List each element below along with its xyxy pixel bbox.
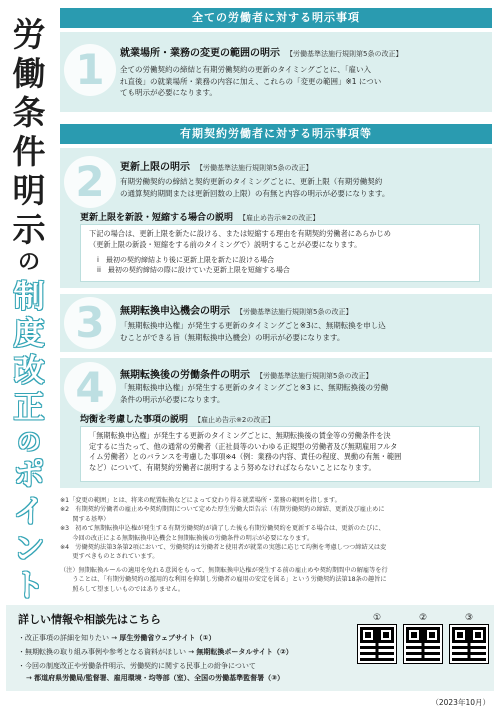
explanation-box: [80, 224, 480, 282]
box-line: 下記の場合は、更新上限を新たに設ける、または短縮する理由を有期契約労働者にあらかじめ: [89, 229, 391, 238]
publication-date: （2023年10月）: [431, 698, 490, 707]
box-body: [89, 229, 471, 250]
body-line: むことができる旨（無期転換申込機会）の明示が必要になります。: [120, 332, 345, 342]
heading-text: 就業場所・業務の変更の範囲の明示: [120, 48, 280, 59]
title-char: 度: [13, 316, 45, 352]
body-line: 「無期転換申込権」が発生する更新のタイミングごと※3 に、無期転換後の労働: [120, 383, 389, 392]
info-panel: [6, 605, 494, 691]
section-number: 4: [64, 362, 116, 414]
notice-ref: 【雇止め告示※2の改正】: [194, 416, 275, 424]
title-char: 正: [13, 390, 45, 426]
title-char: 明: [12, 171, 46, 210]
band-fixed-term: 有期契約労働者に対する明示事項等: [60, 124, 492, 144]
section-heading: [120, 366, 372, 381]
qr-label: ①: [372, 613, 382, 623]
body-line: 「無期転換申込権」が発生する更新のタイミングごと※3に、無期転換を申し込: [120, 321, 386, 330]
heading-text: 無期転換後の労働条件の明示: [120, 370, 250, 381]
law-ref: 【労働基準法施行規則第5条の改正】: [286, 50, 403, 58]
section-body: [120, 64, 482, 99]
note-line: 照らして望ましいものではありません。: [60, 585, 185, 593]
section-4: [60, 358, 492, 488]
band-all-workers: 全ての労働者に対する明示事項: [60, 8, 492, 28]
footnote: ※2 有期契約労働者の雇止めや契約期間について定めた厚生労働大臣告示（有期労働契約の締結、更新及び雇止めに: [60, 506, 385, 514]
box-heading-text: 均衡を考慮した事項の説明: [80, 415, 189, 425]
box-line: 「無期転換申込権」が発生する更新のタイミングごとに、無期転換後の賃金等の労働条件を決: [89, 431, 391, 440]
section-3: [60, 294, 492, 352]
note-line: （注）無期転換ルールの適用を免れる意図をもって、無期転換申込権が発生する前の雇止めや契約期間中の解雇等を行: [60, 567, 388, 574]
section-body: [120, 382, 482, 405]
body-line: 有期労働契約の締結と契約更新のタイミングごとに、更新上限（有期労働契約: [120, 177, 383, 186]
qr-code-icon[interactable]: [450, 625, 488, 663]
explanation-box: [80, 426, 480, 482]
heading-text: 無期転換申込機会の明示: [120, 306, 230, 317]
info-text: 今回の制度改正や労働条件明示、労働契約に関する民事上の紛争について: [25, 662, 256, 670]
info-link[interactable]: 無期転換ポータルサイト（②）: [196, 648, 293, 656]
box-line: など）について、有期契約労働者に説明するよう努めなければならないことになります。: [89, 462, 376, 472]
body-line: 条件の明示が必要になります。: [120, 394, 225, 404]
qr-label: ③: [464, 613, 474, 623]
title-particle: の: [17, 428, 41, 456]
footnote: 更すべきものとされています。: [60, 553, 159, 561]
list-item: ii 最初の契約締結の際に設けていた更新上限を短縮する場合: [97, 266, 290, 274]
box-line: 定するに当たって、他の通常の労働者（正社員等のいわゆる正規型の労働者及び無期雇用フルタ: [89, 441, 398, 451]
title-char: イ: [13, 494, 45, 530]
body-line: の通算契約期間または更新回数の上限）の有無と内容の明示が必要になります。: [120, 188, 390, 198]
box-body: [89, 431, 471, 473]
info-item: ・無期転換の取り組み事例や参考となる資料がほしい → 無期転換ポータルサイト（②）: [18, 648, 293, 656]
title-char: ト: [13, 568, 45, 604]
body-line: れ直後」の就業場所・業務の内容に加え、これらの「変更の範囲」※1 につい: [120, 76, 382, 86]
qr-block: [450, 613, 488, 663]
section-number: 2: [64, 156, 116, 208]
info-item: ・今回の制度改正や労働条件明示、労働契約に関する民事上の紛争について: [18, 662, 256, 670]
notice-ref: 【雇止め告示※2の改正】: [239, 214, 320, 222]
section-heading: [120, 302, 352, 317]
title-char: 改: [13, 353, 45, 389]
section-heading: [120, 44, 402, 59]
footnote: ※4 労働契約法第3条第2項において、労働契約は労働者と使用者が就業の実態に応じて均衡を考慮しつつ締結又は変: [60, 544, 387, 552]
box-list: [97, 255, 471, 275]
qr-label: ②: [418, 613, 428, 623]
info-text: 無期転換の取り組み事例や参考となる資料がほしい →: [25, 648, 197, 656]
qr-code-icon[interactable]: [404, 625, 442, 663]
title-char: 条: [12, 93, 46, 132]
qr-code-icon[interactable]: [358, 625, 396, 663]
caution-note: [60, 566, 492, 594]
footnote: 今回の改正による無期転換申込機会と無期転換後の労働条件の明示が必要になります。: [60, 534, 314, 542]
section-2: [60, 148, 492, 288]
info-item: [26, 673, 284, 683]
box-heading: [80, 210, 319, 223]
section-body: [120, 176, 482, 199]
info-item: ・改正事項の詳細を知りたい → 厚生労働省ウェブサイト（①）: [18, 634, 216, 642]
note-line: うことは、「有期労働契約の濫用的な利用を抑制し労働者の雇用の安定を図る」という労働契約法第18条の趣旨に: [60, 576, 387, 584]
list-item: i 最初の契約締結より後に更新上限を新たに設ける場合: [97, 256, 274, 264]
section-1: [60, 32, 492, 112]
heading-text: 更新上限の明示: [120, 162, 190, 173]
box-heading: [80, 412, 274, 425]
box-line: イム労働者）とのバランスを考慮した事項※4（例：業務の内容、責任の程度、異動の有無・範囲: [89, 452, 402, 461]
footnote: ※1「変更の範囲」とは、将来の配置転換などによって変わり得る就業場所・業務の範囲を指します。: [60, 497, 341, 504]
qr-block: [404, 613, 442, 663]
box-heading-text: 更新上限を新設・短縮する場合の説明: [80, 213, 234, 223]
body-line: 全ての労働契約の締結と有期労働契約の更新のタイミングごとに、「雇い入: [120, 65, 371, 74]
box-line: （更新上限の新設・短縮をする前のタイミングで）説明することが必要になります。: [89, 239, 362, 249]
section-number: 1: [64, 44, 116, 96]
law-ref: 【労働基準法施行規則第5条の改正】: [256, 372, 373, 380]
footnote: ※3 初めて無期転換申込権が発生する有期労働契約が満了した後も有期労働契約を更新する場合は、更新のたびに、: [60, 525, 385, 533]
section-heading: [120, 158, 312, 173]
info-link[interactable]: 厚生労働省ウェブサイト（①）: [119, 634, 216, 642]
vertical-title: [6, 15, 52, 608]
title-char: ポ: [13, 457, 45, 493]
section-body: [120, 320, 482, 343]
info-text: 改正事項の詳細を知りたい →: [25, 634, 120, 642]
info-text: →: [26, 674, 35, 682]
body-line: ても明示が必要になります。: [120, 88, 217, 97]
title-char: ン: [13, 531, 45, 567]
law-ref: 【労働基準法施行規則第5条の改正】: [236, 308, 353, 316]
info-link[interactable]: 都道府県労働局/監督署、雇用環境・均等部（室）、全国の労働基準監督署（③）: [34, 674, 285, 682]
title-char: 労: [12, 15, 46, 54]
title-particle: の: [17, 250, 40, 275]
footnotes: [60, 496, 492, 562]
law-ref: 【労働基準法施行規則第5条の改正】: [196, 164, 313, 172]
title-char: 示: [12, 210, 46, 249]
section-number: 3: [64, 297, 116, 349]
qr-block: [358, 613, 396, 663]
title-char: 制: [13, 279, 45, 315]
info-title: 詳しい情報や相談先はこちら: [18, 613, 161, 626]
title-char: 件: [12, 132, 46, 171]
footnote: 関する基準）: [60, 515, 110, 523]
title-char: 働: [12, 54, 46, 93]
